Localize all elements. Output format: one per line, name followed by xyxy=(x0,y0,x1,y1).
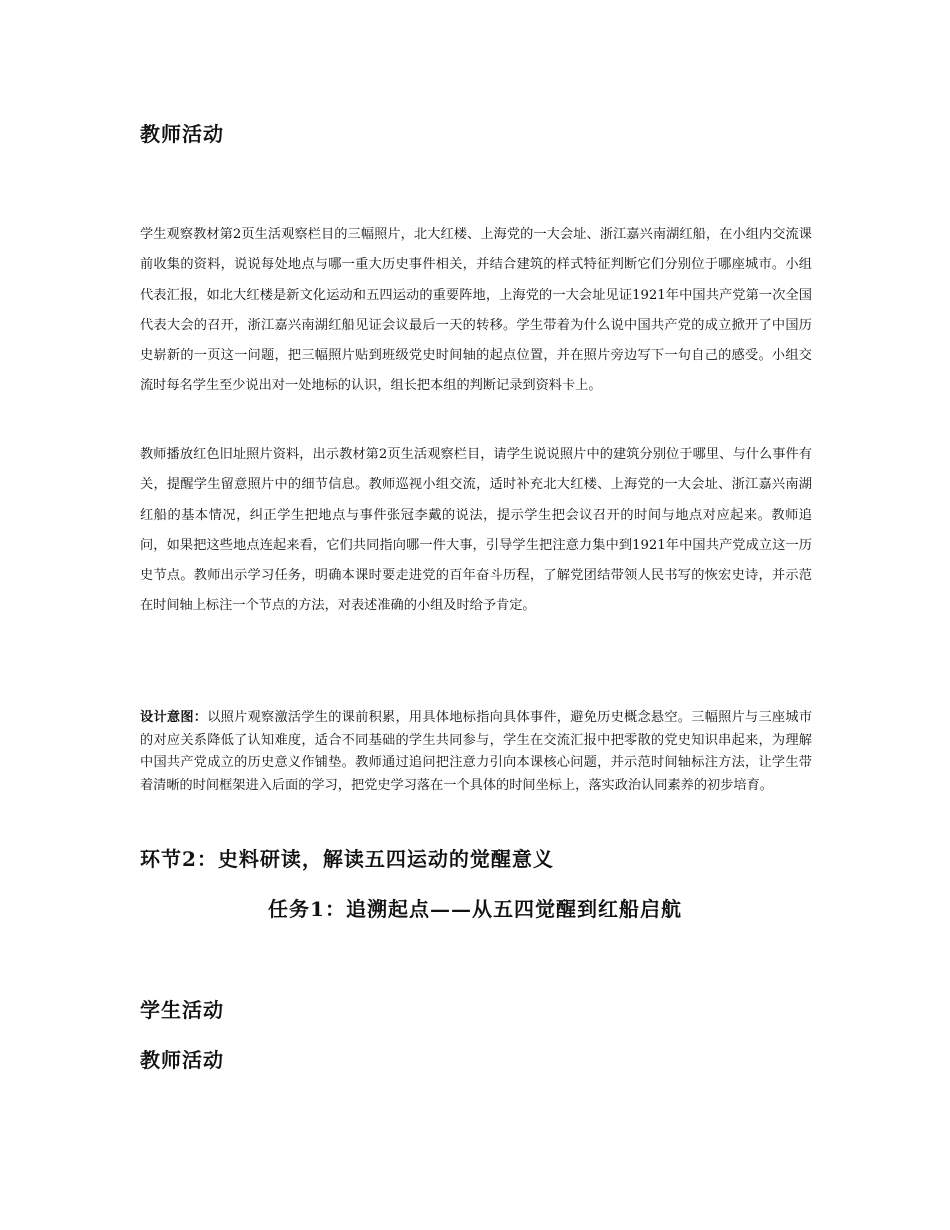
section-title: 环节2：史料研读，解读五四运动的觉醒意义 xyxy=(140,847,554,871)
design-intent-paragraph xyxy=(140,707,812,797)
student-activity-paragraph: 学生观察教材第2页生活观察栏目的三幅照片，北大红楼、上海党的一大会址、浙江嘉兴南湖红船，在小组内交流课前收集的资料，说说每处地点与哪一重大历史事件相关，并结合建筑的样式特征判断它们分别位于哪座城市。小组代表汇报，如北大红楼是新文化运动和五四运动的重要阵地，上海党的一大会址见证1921年中国共产党第一次全国代表大会的召开，浙江嘉兴南湖红船见证会议最后一天的转移。学生带着为什么说中国共产党的成立掀开了中国历史崭新的一页这一问题，把三幅照片贴到班级党史时间轴的起点位置，并在照片旁边写下一句自己的感受。小组交流时每名学生至少说出对一处地标的认识，组长把本组的判断记录到资料卡上。 xyxy=(140,227,812,394)
design-intent-label: 设计意图： xyxy=(140,710,208,725)
teacher-activity-heading: 教师活动 xyxy=(140,122,224,146)
design-intent-text: 以照片观察激活学生的课前积累，用具体地标指向具体事件，避免历史概念悬空。三幅照片与三座城市的对应关系降低了认知难度，适合不同基础的学生共同参与，学生在交流汇报中把零散的党史知识串起来，为理解中国共产党成立的历史意义作铺垫。教师通过追问把注意力引向本课核心问题，并示范时间轴标注方法，让学生带着清晰的时间框架进入后面的学习，把党史学习落在一个具体的时间坐标上，落实政治认同素养的初步培育。 xyxy=(140,710,813,793)
teacher-activity-paragraph: 教师播放红色旧址照片资料，出示教材第2页生活观察栏目，请学生说说照片中的建筑分别位于哪里、与什么事件有关，提醒学生留意照片中的细节信息。教师巡视小组交流，适时补充北大红楼、上海党的一大会址、浙江嘉兴南湖红船的基本情况，纠正学生把地点与事件张冠李戴的说法，提示学生把会议召开的时间与地点对应起来。教师追问，如果把这些地点连起来看，它们共同指向哪一件大事，引导学生把注意力集中到1921年中国共产党成立这一历史节点。教师出示学习任务，明确本课时要走进党的百年奋斗历程，了解党团结带领人民书写的恢宏史诗，并示范在时间轴上标注一个节点的方法，对表述准确的小组及时给予肯定。 xyxy=(140,447,812,614)
teacher-activity-heading-bottom: 教师活动 xyxy=(140,1048,224,1072)
student-activity-heading: 学生活动 xyxy=(140,998,224,1022)
task-title: 任务1：追溯起点——从五四觉醒到红船启航 xyxy=(268,897,682,921)
